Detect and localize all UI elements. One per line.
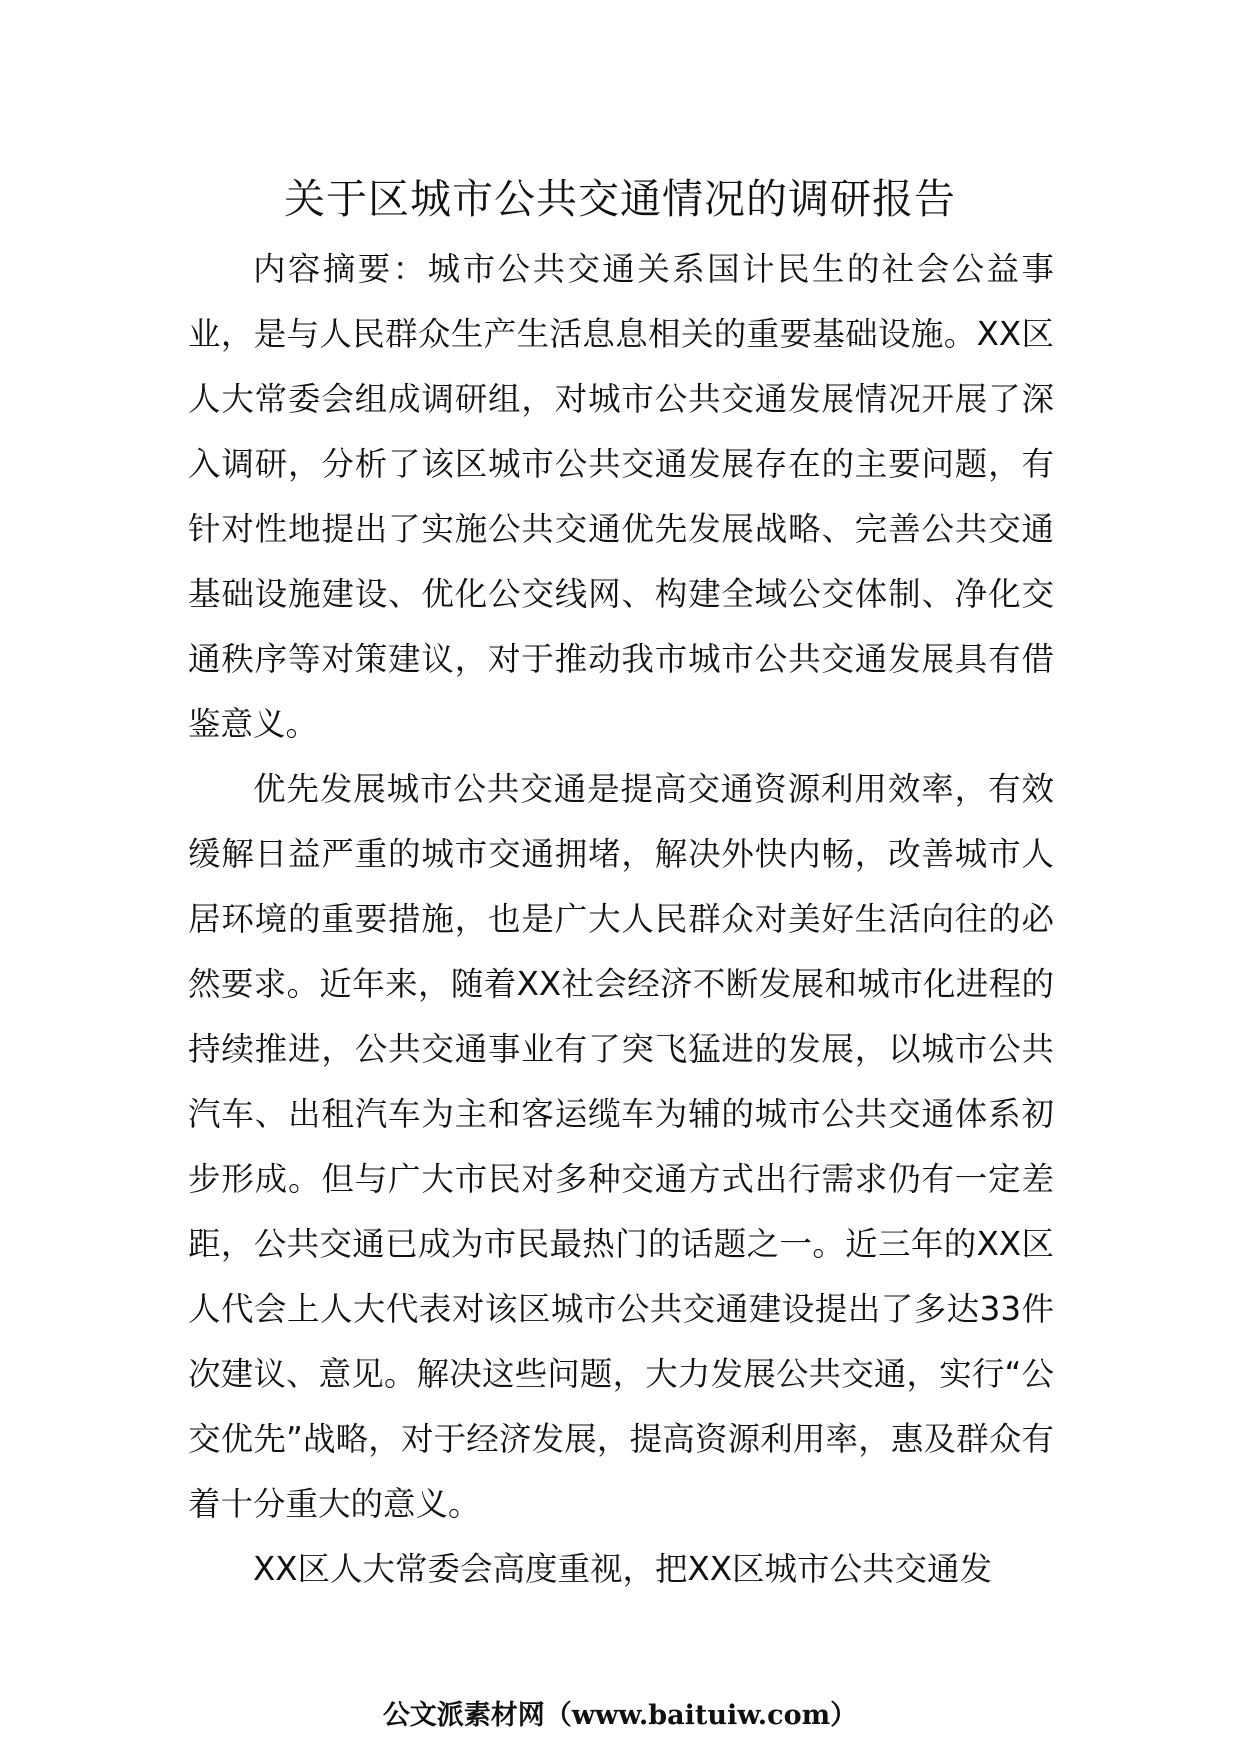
body-paragraph: XX区人大常委会高度重视，把XX区城市公共交通发 bbox=[253, 1550, 993, 1588]
abstract-paragraph: 内容摘要：城市公共交通关系国计民生的社会公益事业，是与人民群众生产生活息息相关的重要基础设施。XX区人大常委会组成调研组，对城市公共交通发展情况开展了深入调研，分析了该区城市公共交通发展存在的主要问题，有针对性地提出了实施公共交通优先发展战略、完善公共交通基础设施建设、优化公交线网、构建全域公交体制、净化交通秩序等对策建议，对于推动我市城市公共交通发展具有借鉴意义。 bbox=[188, 250, 1054, 743]
document-body bbox=[188, 237, 1054, 1602]
footer-watermark: 公文派素材网（www.baituiw.com） bbox=[382, 1700, 858, 1731]
body-paragraph: 优先发展城市公共交通是提高交通资源利用效率，有效缓解日益严重的城市交通拥堵，解决外快内畅，改善城市人居环境的重要措施，也是广大人民群众对美好生活向往的必然要求。近年来，随着XX社会经济不断发展和城市化进程的持续推进，公共交通事业有了突飞猛进的发展，以城市公共汽车、出租汽车为主和客运缆车为辅的城市公共交通体系初步形成。但与广大市民对多种交通方式出行需求仍有一定差距，公共交通已成为市民最热门的话题之一。近三年的XX区人代会上人大代表对该区城市公共交通建设提出了多达33件次建议、意见。解决这些问题，大力发展公共交通，实行“公交优先”战略，对于经济发展，提高资源利用率，惠及群众有着十分重大的意义。 bbox=[188, 770, 1054, 1523]
document-title: 关于区城市公共交通情况的调研报告 bbox=[284, 175, 956, 223]
